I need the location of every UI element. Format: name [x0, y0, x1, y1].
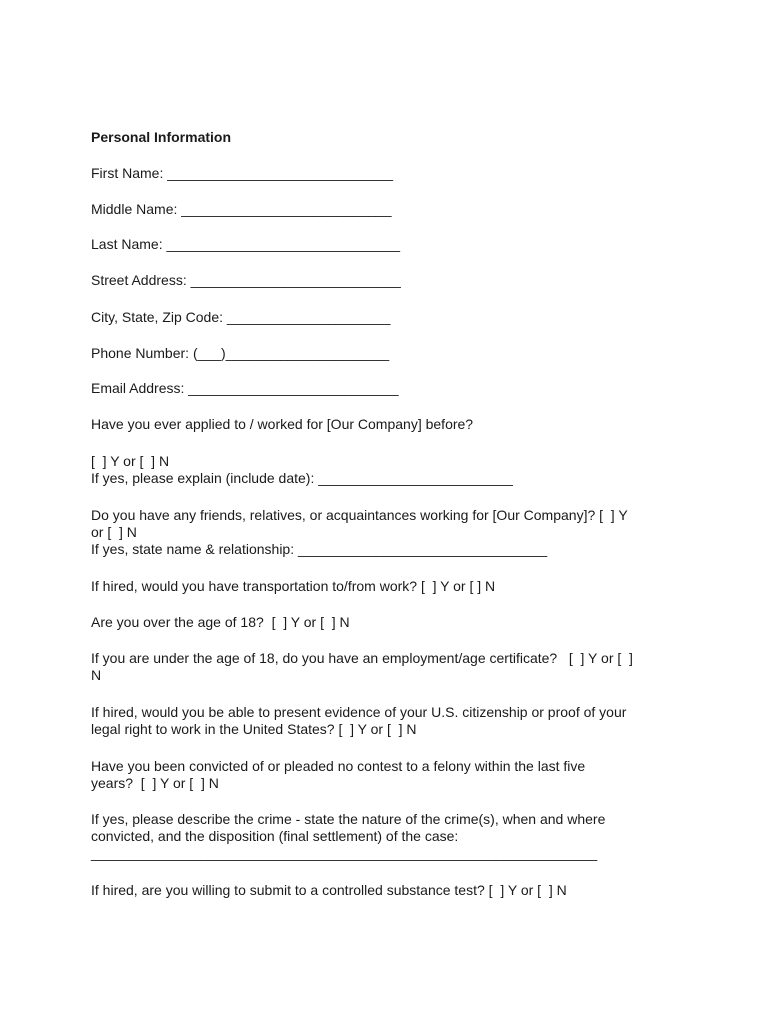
- city-state-zip-field: City, State, Zip Code: _____________________: [91, 309, 391, 325]
- citizenship-question-line2: legal right to work in the United States? [ ] Y or [ ] N: [91, 721, 417, 737]
- felony-question-line1: Have you been convicted of or pleaded no contest to a felony within the last five: [91, 758, 586, 774]
- last-name-field: Last Name: ______________________________: [91, 236, 401, 252]
- applied-before-explain: If yes, please explain (include date): _________________________: [91, 470, 513, 486]
- felony-question-line2: years? [ ] Y or [ ] N: [91, 775, 219, 791]
- transportation-question: If hired, would you have transportation to/from work? [ ] Y or [ ] N: [91, 578, 496, 594]
- email-address-field: Email Address: ___________________________: [91, 380, 399, 396]
- phone-number-field: Phone Number: (___)_____________________: [91, 345, 390, 361]
- section-heading: Personal Information: [91, 129, 232, 145]
- first-name-field: First Name: _____________________________: [91, 165, 394, 181]
- friends-relatives-followup: If yes, state name & relationship: ________________________________: [91, 541, 548, 557]
- friends-relatives-question-line2: or [ ] N: [91, 524, 137, 540]
- crime-description-line2: convicted, and the disposition (final settlement) of the case:: [91, 828, 459, 844]
- substance-test-question: If hired, are you willing to submit to a controlled substance test? [ ] Y or [ ] N: [91, 882, 567, 898]
- over-18-question: Are you over the age of 18? [ ] Y or [ ] N: [91, 614, 350, 630]
- citizenship-question-line1: If hired, would you be able to present evidence of your U.S. citizenship or proof of your: [91, 704, 627, 720]
- under-18-question-line1: If you are under the age of 18, do you have an employment/age certificate? [ ] Y or [ ]: [91, 650, 633, 666]
- under-18-question-line2: N: [91, 667, 102, 683]
- middle-name-field: Middle Name: ___________________________: [91, 201, 392, 217]
- applied-before-options: [ ] Y or [ ] N: [91, 453, 170, 469]
- crime-description-blank: _________________________________________________________________: [91, 845, 598, 861]
- crime-description-line1: If yes, please describe the crime - state the nature of the crime(s), when and where: [91, 811, 606, 827]
- applied-before-question: Have you ever applied to / worked for [Our Company] before?: [91, 416, 474, 432]
- street-address-field: Street Address: ___________________________: [91, 272, 401, 288]
- friends-relatives-question-line1: Do you have any friends, relatives, or acquaintances working for [Our Company]? [ ] Y: [91, 507, 628, 523]
